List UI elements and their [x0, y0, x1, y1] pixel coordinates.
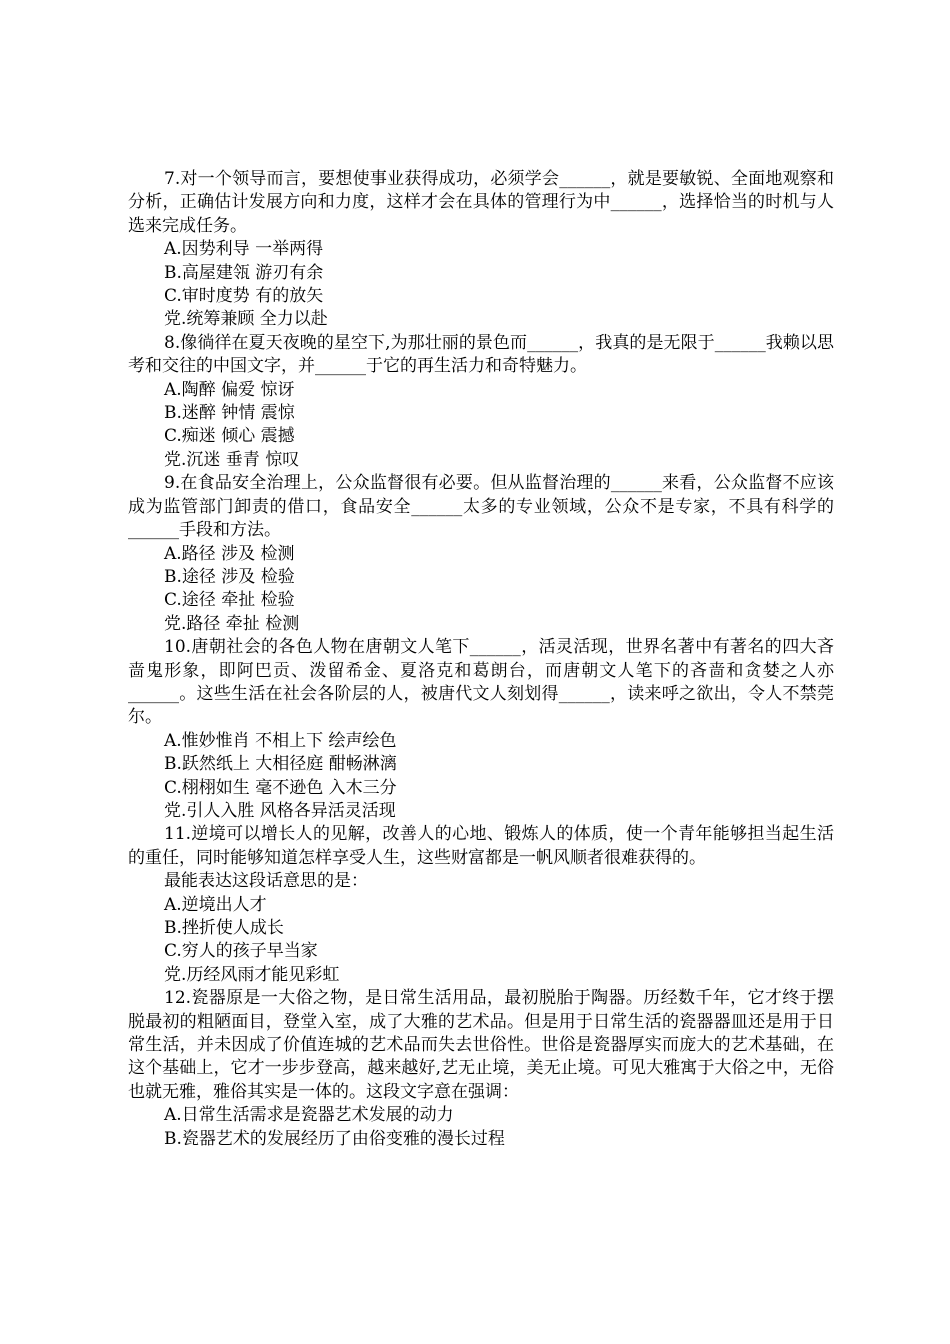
option-b: B.途径 涉及 检验 — [164, 566, 295, 587]
option-b: B.迷醉 钟情 震惊 — [164, 403, 295, 424]
answer-options — [128, 894, 834, 988]
question-9 — [128, 472, 834, 636]
option-c: C.栩栩如生 毫不逊色 入木三分 — [164, 777, 397, 798]
option-a: A.路径 涉及 检测 — [164, 543, 295, 564]
question-text: 10.唐朝社会的各色人物在唐朝文人笔下______，活灵活现，世界名著中有著名的四大吝啬鬼形象，即阿巴贡、泼留希金、夏洛克和葛朗台，而唐朝文人笔下的吝啬和贪婪之人亦______。这些生活在社会各阶层的人，被唐代文人刻划得______，读来呼之欲出，令人不禁莞尔。 — [128, 637, 834, 728]
question-text: 11.逆境可以增长人的见解，改善人的心地、锻炼人的体质，使一个青年能够担当起生活的重任，同时能够知道怎样享受人生，这些财富都是一帆风顺者很难获得的。 — [128, 824, 834, 868]
option-c: C.痴迷 倾心 震撼 — [164, 426, 295, 447]
option-b: B.跃然纸上 大相径庭 酣畅淋漓 — [164, 754, 397, 775]
question-12 — [128, 987, 834, 1151]
answer-options — [128, 730, 834, 824]
document-page — [128, 168, 834, 1151]
question-8 — [128, 332, 834, 472]
option-c: C.途径 牵扯 检验 — [164, 590, 295, 611]
option-b: B.挫折使人成长 — [164, 918, 284, 938]
question-text: 8.像徜徉在夏天夜晚的星空下,为那壮丽的景色而______，我真的是无限于______我赖以思考和交往的中国文字，并______于它的再生活力和奇特魅力。 — [128, 332, 834, 377]
option-a: A.因势利导 一举两得 — [164, 239, 324, 260]
option-d: 党.引人入胜 风格各异活灵活现 — [164, 800, 396, 821]
question-text: 9.在食品安全治理上，公众监督很有必要。但从监督治理的______来看，公众监督不应该成为监管部门卸责的借口，食品安全______太多的专业领域，公众不是专家，不具有科学的______手段和方法。 — [128, 473, 834, 541]
question-text: 12.瓷器原是一大俗之物，是日常生活用品，最初脱胎于陶器。历经数千年，它才终于摆脱最初的粗陋面目，登堂入室，成了大雅的艺术品。但是用于日常生活的瓷器器皿还是用于日常生活，并未因成了价值连城的艺术品而失去世俗性。世俗是瓷器厚实而庞大的艺术基础，在这个基础上，它才一步步登高，越来越好,艺无止境，美无止境。可见大雅寓于大俗之中，无俗也就无雅，雅俗其实是一体的。这段文字意在强调： — [128, 988, 834, 1102]
option-a: A.日常生活需求是瓷器艺术发展的动力 — [164, 1105, 454, 1126]
option-a: A.陶醉 偏爱 惊讶 — [164, 379, 295, 400]
option-a: A.惟妙惟肖 不相上下 绘声绘色 — [164, 730, 397, 751]
question-10 — [128, 636, 834, 823]
option-c: C.审时度势 有的放矢 — [164, 286, 324, 307]
question-prompt: 最能表达这段话意思的是： — [164, 871, 368, 892]
answer-options — [128, 238, 834, 332]
option-b: B.瓷器艺术的发展经历了由俗变雅的漫长过程 — [164, 1128, 505, 1149]
option-a: A.逆境出人才 — [164, 894, 267, 915]
question-11 — [128, 823, 834, 987]
option-d: 党.统筹兼顾 全力以赴 — [164, 309, 328, 330]
answer-options — [128, 543, 834, 637]
option-d: 党.历经风雨才能见彩虹 — [164, 964, 340, 985]
answer-options — [128, 379, 834, 473]
option-d: 党.沉迷 垂青 惊叹 — [164, 449, 300, 470]
option-b: B.高屋建瓴 游刃有余 — [164, 262, 324, 283]
question-7 — [128, 168, 834, 332]
option-c: C.穷人的孩子早当家 — [164, 941, 318, 962]
answer-options — [128, 1104, 834, 1151]
option-d: 党.路径 牵扯 检测 — [164, 613, 300, 634]
question-text: 7.对一个领导而言，要想使事业获得成功，必须学会______，就是要敏锐、全面地观察和分析，正确估计发展方向和力度，这样才会在具体的管理行为中______，选择恰当的时机与人选来完成任务。 — [128, 169, 834, 236]
